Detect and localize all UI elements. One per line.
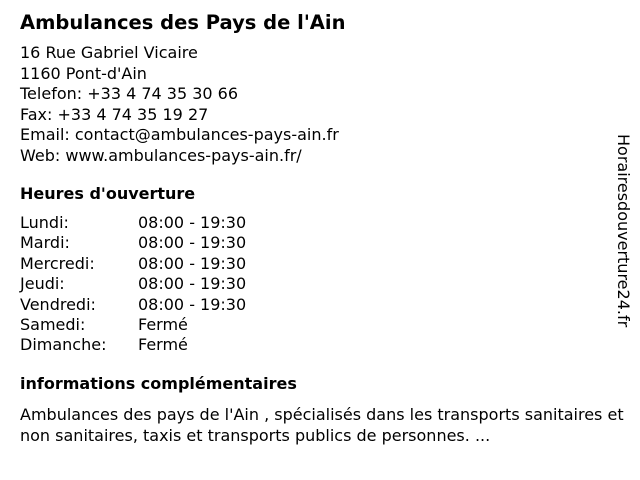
website-address: Web: www.ambulances-pays-ain.fr/ [20,145,302,165]
day-hours: 08:00 - 19:30 [138,253,247,273]
site-watermark: Horairesdouverture24.fr [614,134,633,328]
day-hours: 08:00 - 19:30 [138,233,247,253]
day-label: Dimanche: [20,335,107,355]
hours-row-samedi [20,315,246,335]
day-label: Lundi: [20,213,69,232]
additional-info-heading: informations complémentaires [20,374,297,393]
opening-hours-table [20,213,246,356]
day-hours: 08:00 - 19:30 [138,274,247,294]
hours-row-mardi [20,233,246,253]
phone-number: Telefon: +33 4 74 35 30 66 [20,84,239,103]
day-hours: 08:00 - 19:30 [138,213,247,232]
street-address: 16 Rue Gabriel Vicaire [20,43,198,62]
contact-block [20,43,339,166]
city-address: 1160 Pont-d'Ain [20,63,147,83]
fax-number: Fax: +33 4 74 35 19 27 [20,104,209,124]
business-name: Ambulances des Pays de l'Ain [20,11,346,34]
opening-hours-heading: Heures d'ouverture [20,184,196,203]
additional-info-text: Ambulances des pays de l'Ain , spécialisés dans les transports sanitaires et non sanitaires, taxis et transports publics de personnes. ... [20,405,624,445]
day-label: Jeudi: [20,274,65,294]
hours-row-dimanche [20,335,246,355]
email-address: Email: contact@ambulances-pays-ain.fr [20,125,339,144]
hours-row-mercredi [20,254,246,274]
hours-row-jeudi [20,274,246,294]
day-label: Samedi: [20,315,86,335]
day-label: Vendredi: [20,294,96,314]
day-label: Mardi: [20,233,70,253]
day-hours: Fermé [138,335,188,355]
hours-row-lundi [20,213,246,233]
day-label: Mercredi: [20,253,95,273]
day-hours: Fermé [138,315,188,335]
hours-row-vendredi [20,295,246,315]
day-hours: 08:00 - 19:30 [138,294,247,314]
